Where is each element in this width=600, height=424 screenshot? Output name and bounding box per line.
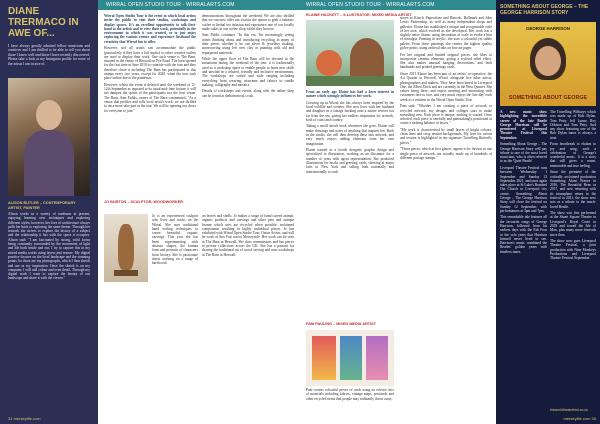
left-banner: WIRRAL OPEN STUDIO TOUR · WIRRALARTS.COM (98, 0, 300, 10)
album-title: SOMETHING ABOUT GEORGE (508, 95, 588, 101)
sculpture-photo (104, 214, 148, 282)
profile2-heading: JO BURTON – SCULPTOR, WOODWORKER (104, 200, 183, 204)
page-number-left: 34 merseylife.com (8, 416, 41, 421)
right-page (300, 0, 600, 424)
pam-artwork (306, 330, 394, 386)
left-col-2b: Jo is an experienced sculptor who lives and works on the Wirral. She uses traditional hand tooling techniques to create beautiful, organic carvings. This year she has been experimenting with abstract shapes, the human form and portraits of characters from history. She is passionate about working on a range of hardwood. (152, 214, 198, 266)
right-col-1b: Pam creates colourful pieces of work using an eclectic mix of materials including fabrics, vintage maps, postcards and other recycled items that people may ordinarily throw away. (306, 388, 394, 401)
left-col-2: Wirral Open Studio Tour is the event in which local artists invite the public to visit their studios, workshops and display spaces. It's an excellent opportunity to talk first-hand to the artists and to view their work, potentially in the environment in which it was created, or to just enjoy exploring the various venues and experience firsthand the creativity that Wirral has to offer. However, not all artists can accommodate the public (particularly if they have a loft studio) so other creative outlets are used to display their work. One such venue is The Barn, situated in the centre of Heswall on Pye Road. The barn opened for the first time in June 2019 to coincide with the tour and they therefore chose it including The Barn has participated in this unique every two years, except for 2020, when the tour took place online due to the pandemic. However, whilst the event is delayed until the weekend of 11-12th September as opposed to its usual mid-June fixture, it will not dampen the spirits of the participants nor the host venue. The Barn, Sam Fiddis, owner of The Barn commented, "As a venue that profiles and sells local artist's work, we are thrilled to once more take part in the tour. We will be opening our doors for everyone to join." (104, 14, 196, 113)
left-col-3b: on leaves and shells. Jo makes a range of hand carved animal, organic products and carvings and other pets and antique bronze which uses are recycled when possible, reclaimed components resulting in highly individual pieces. Jo has exhibited with Wirral Open Studio Tour, Oxton Artists, and will be work at Arts Fair across Merseyside. Her work can be seen at The Barn in Heswall. She does commissions and has pieces in private collections across the UK. She has a passion for sharing the traditional art of wood carving and runs workshops at The Barn in Heswall. (202, 214, 294, 257)
right-banner: WIRRAL OPEN STUDIO TOUR · WIRRALARTS.COM (300, 0, 496, 10)
pam-heading: PAM PAULING – MIXED MEDIA ARTIST (306, 322, 377, 326)
feature-title: SOMETHING ABOUT GEORGE – THE GEORGE HARRISON STORY (500, 4, 589, 16)
feature-col-a: A new music show highlighting the incredible career of the late Beatle George Harrison will be premiered at Liverpool Theatre Festival this September. Something About George – The George Harrison Story will pay tribute to one of the most loved musicians, who is often referred to as the 'Quiet Beatle'. Liverpool Theatre Festival runs between Wednesday 1 September and Sunday 12 September 2021, and once again takes place at St Luke's Bombed Out Church in Liverpool city centre. Something About George – The George Harrison Story will close the festival on Sunday 12 September, with performances at 3pm and 7pm. This remarkable tale features all the favourite songs of George Harrison, followed from his earliest days with the Fab Four to the solo years that Harrison himself never lived to see. Harrison's music combined the Beatles' golden years with timeless tunes. (500, 110, 547, 254)
right-col-1: From an early age Elaine has had a keen interest in nature which strongly influences her work. Growing up in Wirral she has always been inspired by the local wildlife and scenery. She now lives with her husband and daughter in a cottage backing onto a nature reserve not far from the sea, giving her endless inspiration for artwork, both of coast and country. Taking a small sketch book whenever she goes, Elaine will make drawings and notes of anything that inspires her. Back in the studio, she will then develop these into artwork, and very much enjoys adding elements from her own imagination. Elaine trained as a textile designer, graphic design and specialised in illustration, working as an illustrator for a number of years with agent representation. She produced illustrations for books and greeting cards, showing at major fairs in New York and selling both nationally and internationally to such (306, 90, 394, 174)
profile-name: ALISON BUTLER – CONTEMPORARY ARTIST, PAINTER (8, 201, 76, 210)
profile-text: Alison works in a variety of mediums at present, enjoying learning new techniques and exploring different styles; however, her love of architecture always pulls her back to exploring the same theme. Through her artwork she strives to explore the history of a subject and the relationship it has with the space it occupies. Alison said: "I am fascinated by strong, solid forms being constantly surrounded by the movement of light and life both inside and out. I try to capture this in my mixed media works using layers and texture. My digital practice focuses on the local landscape and the stunning points for those are my photographs, which I then sketch and use as my inspiration. Once the sketch is on my computer, I will add colour and even detail. Through my digital work I want to capture the beauty of our landscape and share it with the viewer." (8, 212, 90, 281)
left-col-2c (104, 288, 196, 408)
feature-col-b: The Travelling Wilburys which was made up of Bob Dylan, Tom Petty, Jeff Lynne, Roy Orbison and Tom Petty. And any show featuring one of the Bob Dylan tunes is always a treat. From heartbreak to elation to joy and song, such a celebration of George's wonderful music. It is a story that still gives a warm, memorable and true feeling. Since the premiere of the critically acclaimed production Something About Breeze in 2016, The Beautiful Bens in 2017, and now returning with its triumphant return to the festival in 2021, the show now acts as a tribute to the much-loved Beatle. The show was first performed at the Stuart Square Theatre in Liverpool's Royal Court in 2018 and toured the Isle of Man, plus many more festivals since then. The show now goes Liverpool Theatre Festival, a joint production with Nine Monkeys Productions and Liverpool Theatre Festival September. (550, 110, 596, 261)
page-number-right: merseylife.com 35 (563, 416, 596, 421)
album-cover (500, 22, 596, 106)
sidebar-intro: I have always greatly admired fellow musicians and creatives and I am thrilled to be able to tell you about those I know well and those I have recently discovered. Please take a look at my Instagram profile for more of the artists I am in awe of. (8, 44, 90, 66)
left-sidebar (0, 0, 98, 424)
artist-photo (8, 78, 90, 196)
elaine-heading: ELAINE HACKETT – ILLUSTRATOR, MIXED MEDIA ARTIST (306, 13, 412, 17)
sidebar-title: DIANE TRERMACO IN AWE OF... (8, 6, 79, 39)
album-artist: GEORGE HARRISON (526, 26, 570, 31)
illustration-picture (306, 20, 394, 86)
left-col-3: demonstrations throughout the weekend. We are also thrilled that we can now offer our visitors the option to grab a fantastic coffee or herbal tea infusion and experience one of our locally made cakes in our coffee shop whilst they browse. Sam Fiddis continues "In this era, I'm increasingly seeing artists thinking about and introducing recycling in many of their pieces whether it be our silver & jewellery making, stonecarving using left over clay or painting with old and repurposed materials. While the upper floor of The Barn will be devoted to the mountains during the weekend of the tour, it is traditionally used as a workshop space to enable people to learn new skills and unwind in a relaxed, friendly and inclusive environment. The workshops are varied and wide ranging including everything from weaving, macrame and fabrics to candle making, calligraphy and mosaics. Details of workshops and events, along with the online shop can be found at thebarnwirral.co.uk. (202, 14, 294, 98)
feature-site[interactable]: theworldtheatrefest.co.uk (550, 408, 588, 412)
feature-panel (496, 0, 600, 424)
right-col-2: stores as Kitsch, Paperchase and Harrods. Hallmark and John Lewis Partnership, as well as many independent shops and galleries. Elaine has established a unique and recognisable style of her own, which evolved as she developed. Her work has a slightly naive charm, using decoration of scale to evoke a hint of nostalgia. Painting in acrylic, she uses a colourful yet subtle palette. From these paintings she creates the highest quality giclee prints, using archival inks on fine art paper. For her original and limited original pieces, she likes to incorporate ceramic elements, giving a stylised relief effect. She also makes unusual hanging decorations, and both handmade and printed greetings cards. Since 2015 Elaine has been part of an artists' co-operative, the Art Quarter in Heswall, Wirral, alongside five other artists, photographers and makers. They have been based in Liverpool One, the Albert Dock and are currently in the West Quarter. She values being there, and enjoys meeting and interacting with customers face to face, and very much enjoys the 'one day' each week as a resident in the Wirral Open Studio Tour. Pam said: "Whether I am creating a piece of artwork or recycled artwork, my designs and collages start to make something new. Each piece is unique, nothing is wasted. Once selected, each piece is carefully and painstakingly positioned to create a striking balance of layers." "My work is characterised by small layers of bright colours, clean lines and crisp neutral backgrounds. My love for colour and texture is highlighted in my signature Travelling Butterfly pieces." "These pieces, which at first glance, appear to be thrown as one single piece of artwork, are actually made up of hundreds of different postage stamps." (400, 16, 492, 160)
